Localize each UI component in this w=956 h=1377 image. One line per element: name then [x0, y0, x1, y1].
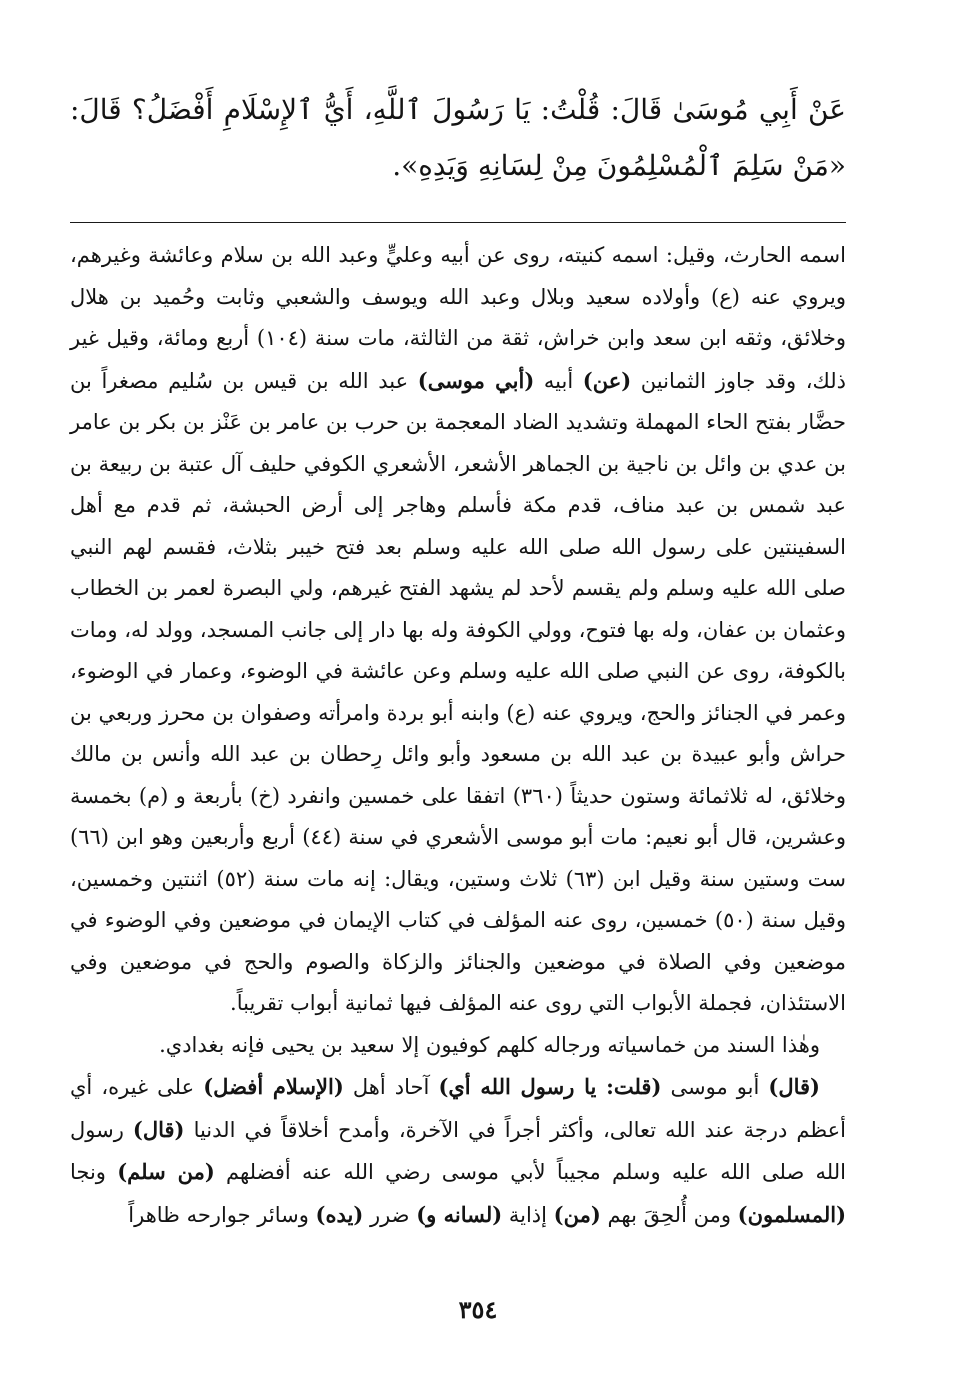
page-body: [70, 82, 846, 1236]
commentary: [70, 235, 846, 1236]
bold-term-qultu: (قلت: يا رسول الله أي): [438, 1074, 662, 1099]
bold-term-an: (عن): [582, 367, 632, 393]
bold-term-lisanihi: (لسانه و): [416, 1201, 503, 1227]
bold-term-abi-musa: (أبي موسى): [417, 367, 535, 393]
page-number: ٣٥٤: [458, 1295, 498, 1324]
narrator-biography: اسمه الحارث، وقيل: اسمه كنيته، روى عن أبيه وعليٍّ وعبد الله بن سلام وعائشة وغيرهم، ويروي عنه (ع) وأولاده سعيد وبلال وعبد الله ويوسف والشعبي وثابت وحُميد بن هلال وخلائق، وثقه ابن سعد وابن خراش، ثقة من الثالثة، مات سنة (١٠٤) أربع ومائة، وقيل غير ذلك، وقد جاوز الثمانين (عن) أبيه (أبي موسى) عبد الله بن قيس بن سُليم مصغراً بن حضَّار بفتح الحاء المهملة وتشديد الضاد المعجمة بن حرب بن عامر بن عَنْز بن بكر بن عامر بن عدي بن وائل بن ناجية بن الجماهر الأشعر، الأشعري الكوفي حليف آل عتبة بن ربيعة بن عبد شمس بن عبد مناف، قدم مكة فأسلم وهاجر إلى أرض الحبشة، ثم قدم مع أهل السفينتين على رسول الله صلى الله عليه وسلم بعد فتح خيبر بثلاث، فقسم لهم النبي صلى الله عليه وسلم ولم يقسم لأحد لم يشهد الفتح غيرهم، ولي البصرة لعمر بن الخطاب وعثمان بن عفان، وله بها فتوح، وولي الكوفة وله بها دار إلى جانب المسجد، وولد له، ومات بالكوفة، روى عن النبي صلى الله عليه وسلم وعن عائشة في الوضوء، وعمار في الوضوء، وعمر في الجنائز والحج، ويروي عنه (ع) وابنه أبو بردة وامرأته وصفوان بن محرز وربعي بن حراش وأبو عبيدة بن عبد الله بن مسعود وأبو وائل رِحطان بن عبد الله وأنس بن مالك وخلائق، له ثلاثمائة وستون حديثاً (٣٦٠) اتفقا على خمسين وانفرد (خ) بأربعة و (م) بخمسة وعشرين، قال أبو نعيم: مات أبو موسى الأشعري في سنة (٤٤) أربع وأربعين وهو ابن (٦٦) ست وستين سنة وقيل ابن (٦٣) ثلاث وستين، ويقال: إنه مات سنة (٥٢) اثنتين وخمسين، وقيل سنة (٥٠) خمسين، روى عنه المؤلف في كتاب الإيمان في موضعين وفي الوضوء في موضعين وفي الصلاة في موضعين والجنائز والزكاة والصوم والحج في موضعين وفي الاستئذان، فجملة الأبواب التي روى عنه المؤلف فيها ثمانية أبواب تقريباً.: [70, 243, 847, 1015]
bold-term-islam: (الإسلام أفضل): [203, 1074, 344, 1099]
footnote-divider: [70, 222, 846, 223]
hadith-explanation: (قال) أبو موسى (قلت: يا رسول الله أي) آحاد أهل (الإسلام أفضل) على غيره، أي أعظم درجة عند الله تعالى، وأكثر أجراً في الآخرة، وأمدح أخلاقاً في الدنيا (قال) رسول الله صلى الله عليه وسلم مجيباً لأبي موسى رضي الله عنه أفضلهم (من سلم) ونجا (المسلمون) ومن أُلحِقَ بهم (من) إذاية (لسانه و) ضرر (يده) وسائر جوارحه ظاهراً: [70, 1074, 846, 1227]
bold-term-yadihi: (يده): [315, 1201, 364, 1227]
bold-term-muslimun: (المسلمون): [737, 1201, 846, 1227]
bold-term-min: (من): [553, 1201, 601, 1227]
sanad-note: وهٰذا السند من خماسياته ورجاله كلهم كوفيون إلا سعيد بن يحيى فإنه بغدادي.: [159, 1032, 820, 1057]
bold-term-man-salim: (من سلم): [117, 1159, 215, 1184]
bold-term-qal-2: (قال): [132, 1116, 185, 1142]
hadith-text: عَنْ أَبِي مُوسَىٰ قَالَ: قُلْتُ: يَا رَسُولَ ٱللَّهِ، أَيُّ ٱلإِسْلَامِ أَفْضَلُ؟ قَالَ: «مَنْ سَلِمَ ٱلْمُسْلِمُونَ مِنْ لِسَانِهِ وَيَدِهِ».: [70, 93, 846, 182]
bold-term-qal: (قال): [768, 1074, 820, 1099]
